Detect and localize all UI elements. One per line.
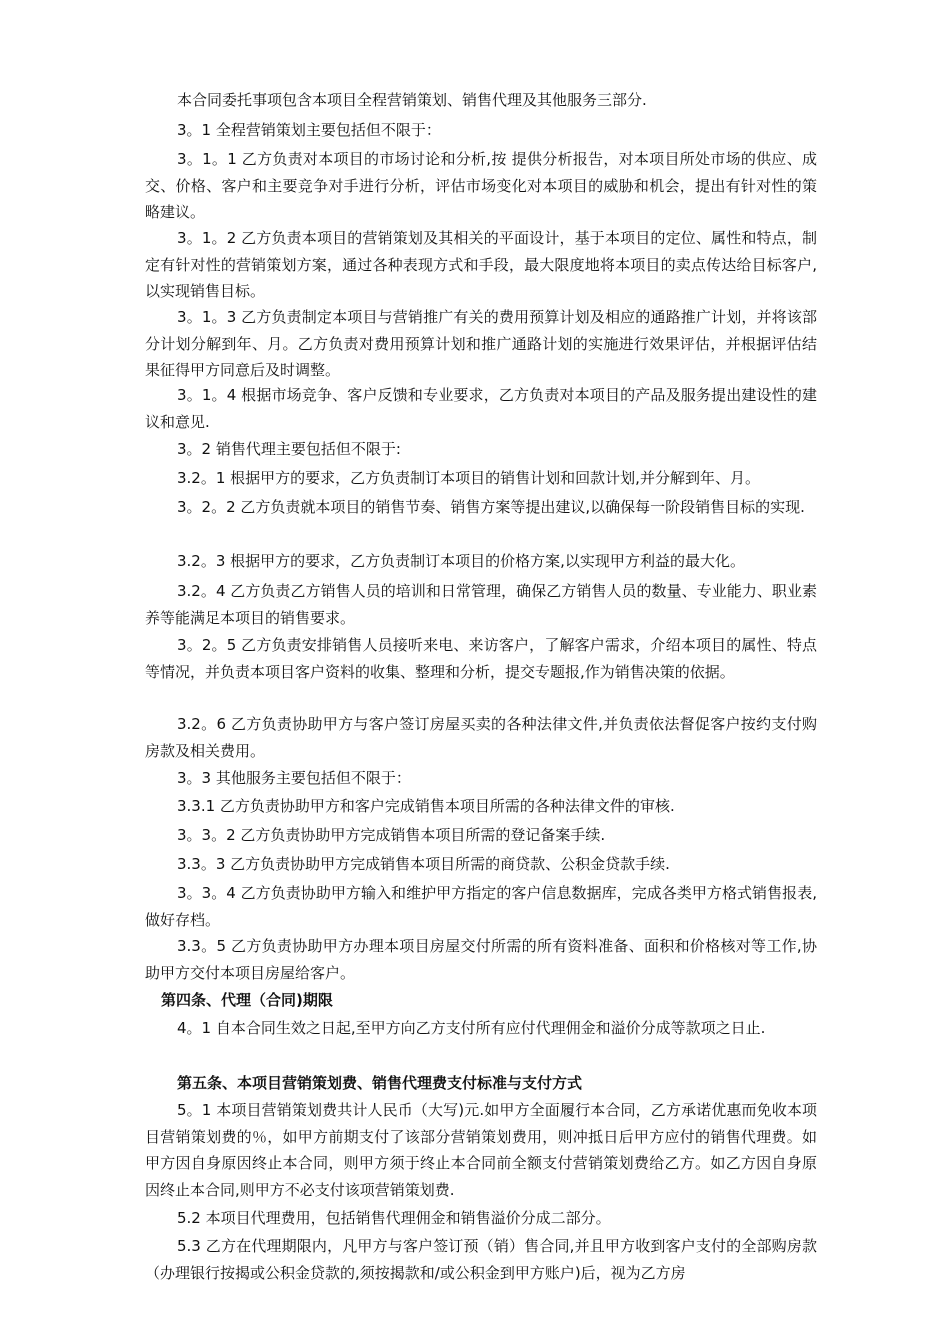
paragraph-3-2-6: 3.2。6 乙方负责协助甲方与客户签订房屋买卖的各种法律文件,并负责依法督促客户按约支付购房款及相关费用。 [145, 715, 817, 760]
paragraph-3-1-2: 3。1。2 乙方负责本项目的营销策划及其相关的平面设计，基于本项目的定位、属性和特点，制定有针对性的营销策划方案，通过各种表现方式和手段，最大限度地将本项目的卖点传达给目标客户,以实现销售目标。 [145, 229, 817, 300]
article-5-heading: 第五条、本项目营销策划费、销售代理费支付标准与支付方式 [177, 1074, 583, 1092]
paragraph-3-2-1: 3.2。1 根据甲方的要求，乙方负责制订本项目的销售计划和回款计划,并分解到年、月。 [177, 469, 760, 487]
paragraph-3-2-5: 3。2。5 乙方负责安排销售人员接听来电、来访客户，了解客户需求，介绍本项目的属性、特点等情况，并负责本项目客户资料的收集、整理和分析，提交专题报,作为销售决策的依据。 [145, 636, 817, 681]
paragraph-3-2-3: 3.2。3 根据甲方的要求，乙方负责制订本项目的价格方案,以实现甲方利益的最大化。 [177, 552, 745, 570]
paragraph-3-1-3: 3。1。3 乙方负责制定本项目与营销推广有关的费用预算计划及相应的通路推广计划，并将该部分计划分解到年、月。乙方负责对费用预算计划和推广通路计划的实施进行效果评估，并根据评估结果征得甲方同意后及时调整。 [145, 308, 817, 379]
paragraph-3-3-4: 3。3。4 乙方负责协助甲方输入和维护甲方指定的客户信息数据库，完成各类甲方格式销售报表,做好存档。 [145, 884, 817, 929]
paragraph-3-3-1: 3.3.1 乙方负责协助甲方和客户完成销售本项目所需的各种法律文件的审核. [177, 797, 675, 815]
paragraph-3-1: 3。1 全程营销策划主要包括但不限于： [177, 121, 441, 139]
paragraph-3-3: 3。3 其他服务主要包括但不限于： [177, 769, 411, 787]
paragraph-4-1: 4。1 自本合同生效之日起,至甲方向乙方支付所有应付代理佣金和溢价分成等款项之日止. [177, 1019, 766, 1037]
paragraph-scope: 本合同委托事项包含本项目全程营销策划、销售代理及其他服务三部分. [177, 91, 647, 109]
paragraph-5-1: 5。1 本项目营销策划费共计人民币（大写)元.如甲方全面履行本合同，乙方承诺优惠而免收本项目营销策划费的％，如甲方前期支付了该部分营销策划费用，则冲抵日后甲方应付的销售代理费。如甲方因自身原因终止本合同，则甲方须于终止本合同前全额支付营销策划费给乙方。如乙方因自身原因终止本合同,则甲方不必支付该项营销策划费. [145, 1101, 817, 1199]
paragraph-3-2-2: 3。2。2 乙方负责就本项目的销售节奏、销售方案等提出建议,以确保每一阶段销售目标的实现. [177, 498, 805, 516]
paragraph-3-3-2: 3。3。2 乙方负责协助甲方完成销售本项目所需的登记备案手续. [177, 826, 606, 844]
paragraph-5-3: 5.3 乙方在代理期限内，凡甲方与客户签订预（销）售合同,并且甲方收到客户支付的全部购房款（办理银行按揭或公积金贷款的,须按揭款和/或公积金到甲方账户)后，视为乙方房 [145, 1237, 817, 1282]
paragraph-5-2: 5.2 本项目代理费用，包括销售代理佣金和销售溢价分成二部分。 [177, 1209, 611, 1227]
paragraph-3-2-4: 3.2。4 乙方负责乙方销售人员的培训和日常管理，确保乙方销售人员的数量、专业能力、职业素养等能满足本项目的销售要求。 [145, 582, 817, 627]
article-4-heading: 第四条、代理（合同)期限 [161, 991, 333, 1009]
paragraph-3-3-5: 3.3。5 乙方负责协助甲方办理本项目房屋交付所需的所有资料准备、面积和价格核对等工作,协助甲方交付本项目房屋给客户。 [145, 937, 817, 982]
paragraph-3-3-3: 3.3。3 乙方负责协助甲方完成销售本项目所需的商贷款、公积金贷款手续. [177, 855, 670, 873]
paragraph-3-1-1: 3。1。1 乙方负责对本项目的市场讨论和分析,按 提供分析报告，对本项目所处市场的供应、成交、价格、客户和主要竞争对手进行分析，评估市场变化对本项目的威胁和机会，提出有针对性的策略建议。 [145, 150, 817, 221]
paragraph-3-2: 3。2 销售代理主要包括但不限于: [177, 440, 401, 458]
paragraph-3-1-4: 3。1。4 根据市场竞争、客户反馈和专业要求，乙方负责对本项目的产品及服务提出建设性的建议和意见. [145, 386, 817, 431]
